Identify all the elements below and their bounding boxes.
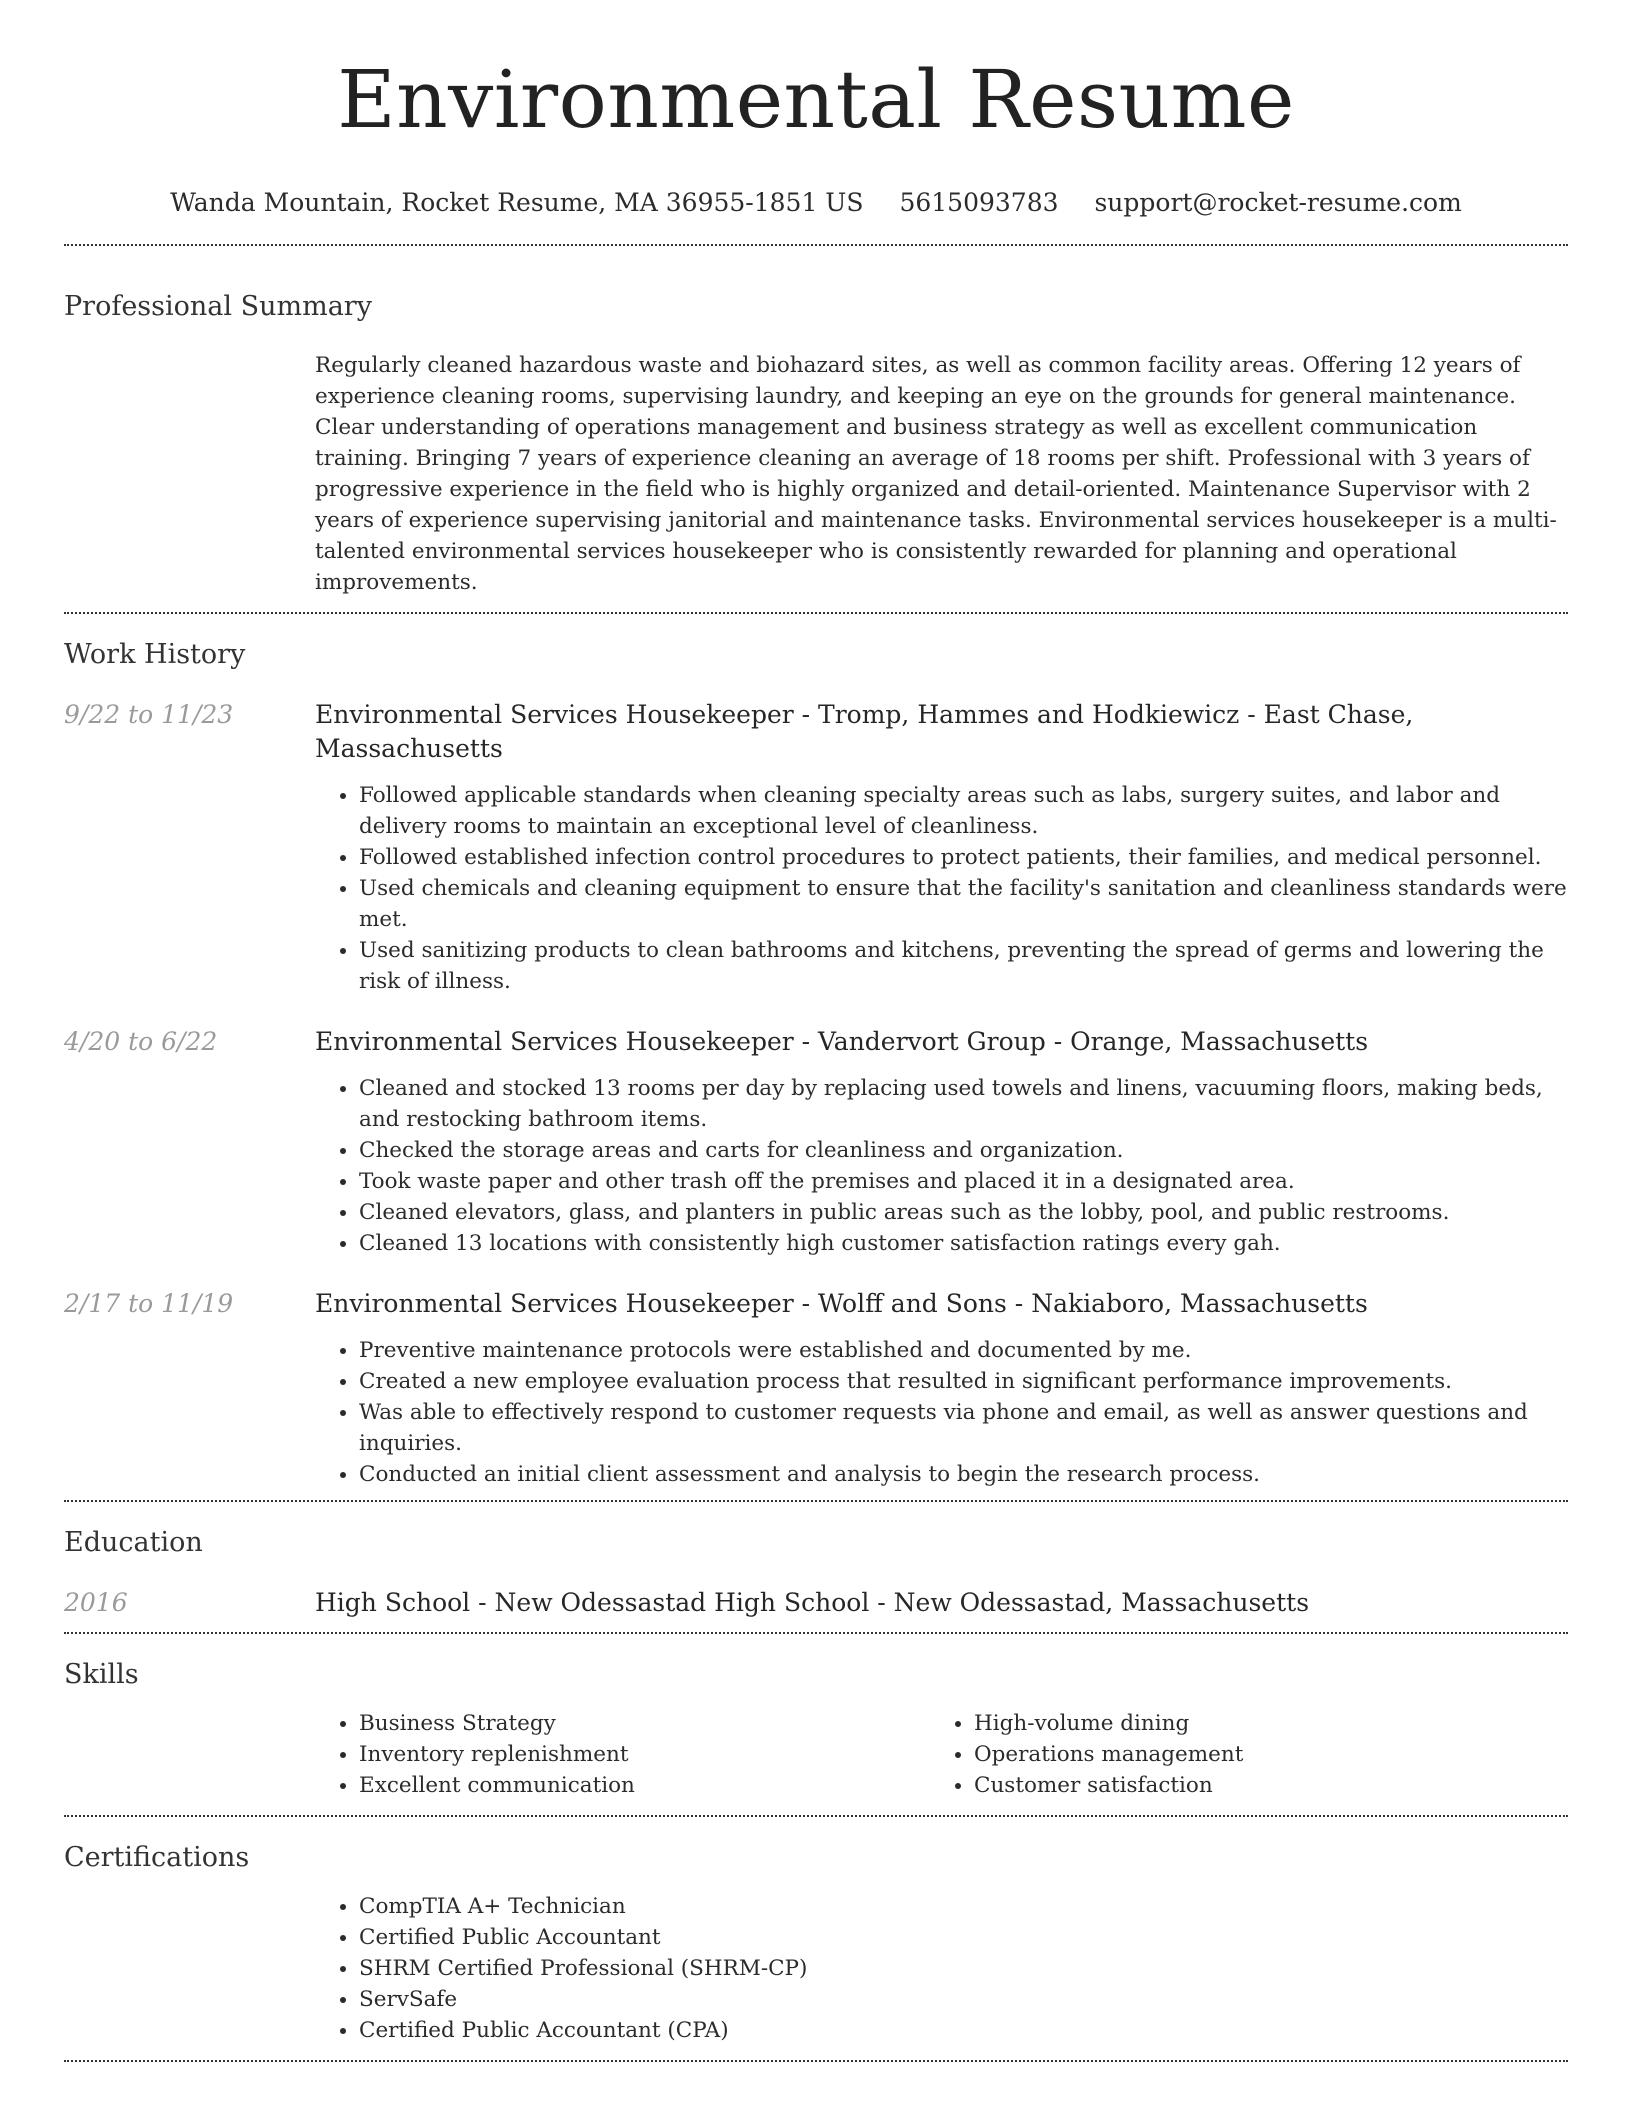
job-title: Environmental Services Housekeeper - Wolff and Sons - Nakiaboro, Massachusetts: [315, 1289, 1368, 1318]
job-duties: [315, 780, 1568, 997]
list-item: • ServSafe: [359, 1984, 1568, 2015]
job-duties: [315, 1335, 1568, 1490]
list-item: • Customer satisfaction: [974, 1770, 1545, 1801]
contact-email: support@rocket-resume.com: [1094, 188, 1462, 217]
job-dates: 9/22 to 11/23: [64, 700, 234, 729]
list-item: • Used sanitizing products to clean bathrooms and kitchens, preventing the spread of germs and lowering the risk of illness.: [359, 935, 1568, 997]
list-item: • Created a new employee evaluation process that resulted in significant performance improvements.: [359, 1366, 1568, 1397]
list-item: • Excellent communication: [359, 1770, 930, 1801]
list-item: • Inventory replenishment: [359, 1739, 930, 1770]
list-item: • Business Strategy: [359, 1708, 930, 1739]
list-item: • Certified Public Accountant (CPA): [359, 2015, 1568, 2046]
list-item: • High-volume dining: [974, 1708, 1545, 1739]
list-item: • Cleaned and stocked 13 rooms per day by replacing used towels and linens, vacuuming floors, making beds, and restocking bathroom items.: [359, 1073, 1568, 1135]
list-item: • Cleaned 13 locations with consistently high customer satisfaction ratings every gah.: [359, 1228, 1568, 1259]
list-item: • Checked the storage areas and carts for cleanliness and organization.: [359, 1135, 1568, 1166]
list-item: • SHRM Certified Professional (SHRM-CP): [359, 1953, 1568, 1984]
list-item: • Followed applicable standards when cleaning specialty areas such as labs, surgery suites, and labor and delivery rooms to maintain an exceptional level of cleanliness.: [359, 780, 1568, 842]
work-history-heading: Work History: [64, 639, 246, 670]
list-item: • Conducted an initial client assessment and analysis to begin the research process.: [359, 1459, 1568, 1490]
job-dates: 4/20 to 6/22: [64, 1027, 218, 1056]
list-item: • Used chemicals and cleaning equipment to ensure that the facility's sanitation and cleanliness standards were met.: [359, 873, 1568, 935]
list-item: • Was able to effectively respond to customer requests via phone and email, as well as answer questions and inquiries.: [359, 1397, 1568, 1459]
resume-title: Environmental Resume: [337, 53, 1295, 146]
skills-section: [64, 1692, 1568, 1815]
job-entry: [64, 698, 1568, 997]
education-year: 2016: [64, 1588, 128, 1617]
certifications-heading: Certifications: [64, 1842, 250, 1873]
certifications-list: [315, 1891, 1568, 2046]
list-item: • Certified Public Accountant: [359, 1922, 1568, 1953]
list-item: • Preventive maintenance protocols were established and documented by me.: [359, 1335, 1568, 1366]
skills-heading: Skills: [64, 1659, 139, 1690]
education-heading: Education: [64, 1527, 203, 1558]
education-degree: High School: [315, 1588, 471, 1617]
job-title: Environmental Services Housekeeper - Vandervort Group - Orange, Massachusetts: [315, 1027, 1369, 1056]
list-item: • Operations management: [974, 1739, 1545, 1770]
education-details: [315, 1586, 1568, 1620]
education-entry: [64, 1586, 1568, 1632]
summary-text: Regularly cleaned hazardous waste and biohazard sites, as well as common facility areas. Offering 12 years of experience cleaning rooms, supervising laundry, and keeping an eye on the grounds for general maintenance. Clear understanding of operations management and business strategy as well as excellent communication training. Bringing 7 years of experience cleaning an average of 18 rooms per shift. Professional with 3 years of progressive experience in the field who is highly organized and detail-oriented. Maintenance Supervisor with 2 years of experience supervising janitorial and maintenance tasks. Environmental services housekeeper is a multi-talented environmental services housekeeper who is consistently rewarded for planning and operational improvements.: [315, 353, 1557, 595]
summary-heading: Professional Summary: [64, 291, 372, 322]
resume-page: [64, 0, 1568, 2062]
list-item: • Cleaned elevators, glass, and planters in public areas such as the lobby, pool, and public restrooms.: [359, 1197, 1568, 1228]
contact-address: Wanda Mountain, Rocket Resume, MA 36955-1851 US: [170, 188, 864, 217]
list-item: • CompTIA A+ Technician: [359, 1891, 1568, 1922]
job-duties: [315, 1073, 1568, 1259]
divider: [64, 2060, 1568, 2062]
contact-line: [64, 186, 1568, 220]
job-title: Environmental Services Housekeeper - Tromp, Hammes and Hodkiewicz - East Chase, Massachusetts: [315, 700, 1414, 763]
job-dates: 2/17 to 11/19: [64, 1289, 234, 1318]
list-item: • Followed established infection control procedures to protect patients, their families, and medical personnel.: [359, 842, 1568, 873]
certifications-section: [64, 1875, 1568, 2060]
summary-section: [64, 324, 1568, 612]
skills-list-left: [315, 1708, 930, 1801]
job-entry: [64, 1287, 1568, 1500]
skills-list-right: [930, 1708, 1545, 1801]
education-school: - New Odessastad High School - New Odessastad, Massachusetts: [470, 1588, 1310, 1617]
job-entry: [64, 1025, 1568, 1259]
list-item: • Took waste paper and other trash off the premises and placed it in a designated area.: [359, 1166, 1568, 1197]
contact-phone: 5615093783: [899, 188, 1059, 217]
